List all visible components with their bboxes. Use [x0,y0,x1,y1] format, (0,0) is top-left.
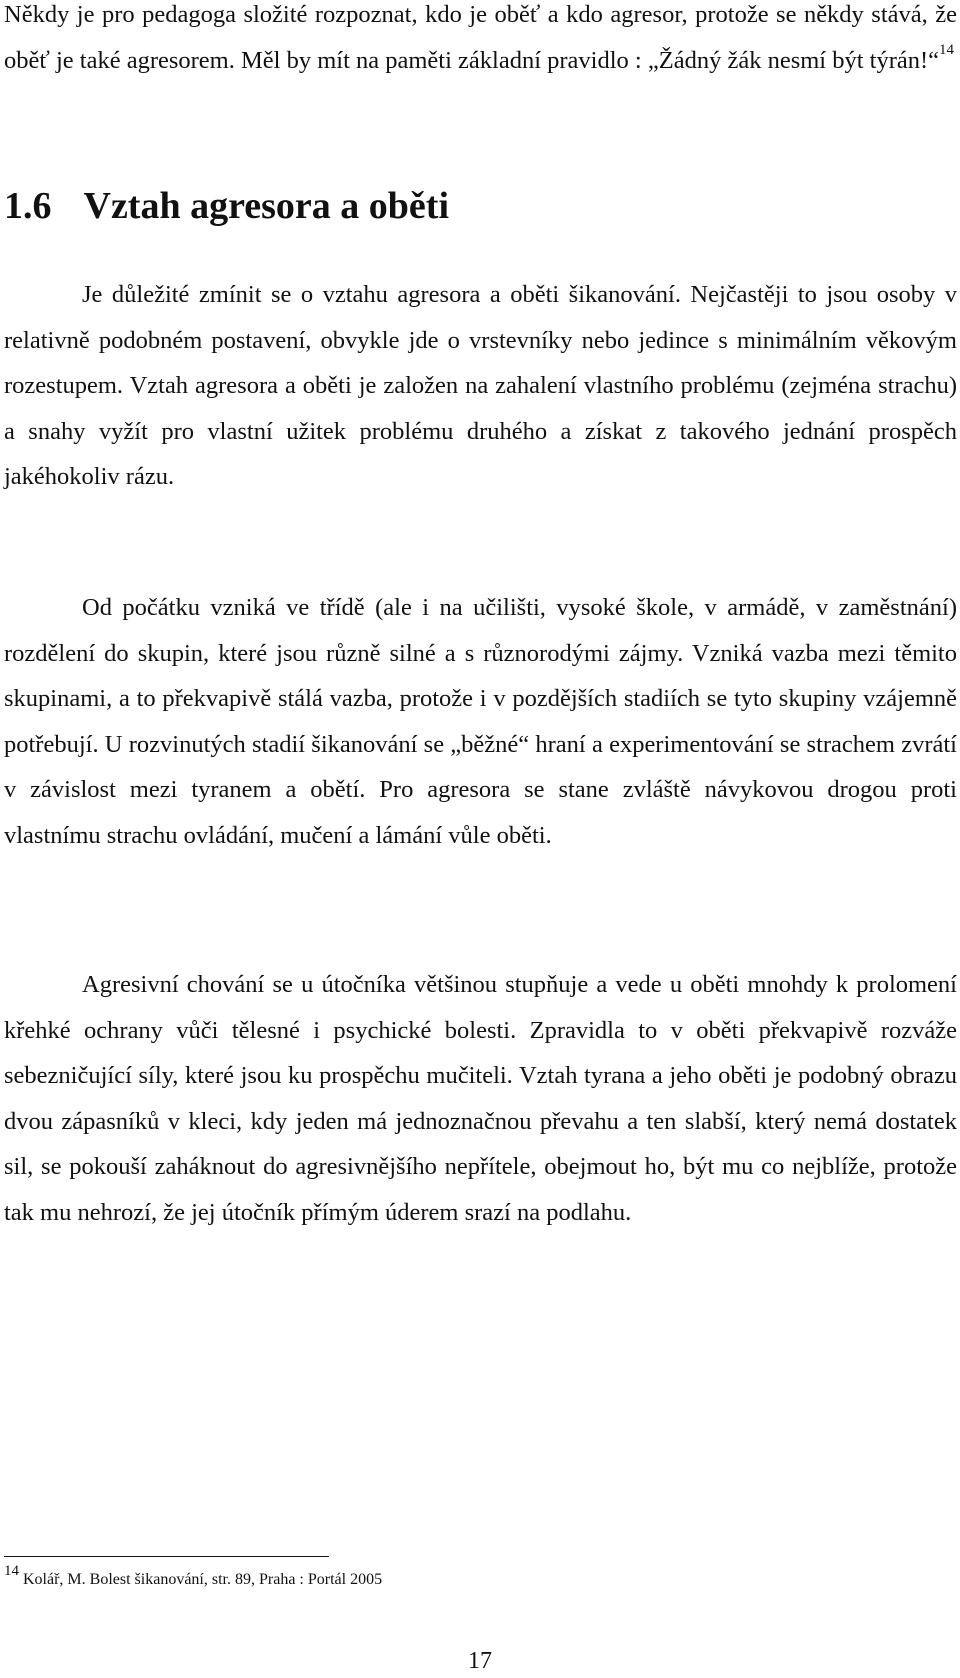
paragraph-relationship: Je důležité zmínit se o vztahu agresora a oběti šikanování. Nejčastěji to jsou osoby v relativně podobném postavení, obvykle jde o vrstevníky nebo jedince s minimálním věkovým rozestupem. Vztah agresora a oběti je založen na zahalení vlastního problému (zejména strachu) a snahy vyžít pro vlastní užitek problému druhého a získat z takového jednání prospěch jakéhokoliv rázu. [4,281,957,490]
footnote [4,1563,383,1593]
page-number: 17 [468,1648,492,1674]
paragraph-aggression: Agresivní chování se u útočníka většinou stupňuje a vede u oběti mnohdy k prolomení křehké ochrany vůči tělesné i psychické bolesti. Zpravidla to v oběti překvapivě rozváže sebezničující síly, které jsou ku prospěchu mučiteli. Vztah tyrana a jeho oběti je podobný obrazu dvou zápasníků v kleci, kdy jeden má jednoznačnou převahu a ten slabší, který nemá dostatek sil, se pokouší zaháknout do agresivnějšího nepřítele, obejmout ho, být mu co nejblíže, protože tak mu nehrozí, že jej útočník přímým úderem srazí na podlahu. [4,971,957,1226]
section-number: 1.6 [4,185,52,227]
paragraph-intro [4,0,957,83]
footnote-divider [4,1556,329,1557]
section-title: Vztah agresora a oběti [83,185,450,227]
footnote-mark: 14 [4,1563,19,1579]
paragraph-groups: Od počátku vzniká ve třídě (ale i na učilišti, vysoké škole, v armádě, v zaměstnání) rozdělení do skupin, které jsou různě silné a s různorodými zájmy. Vzniká vazba mezi těmito skupinami, a to překvapivě stálá vazba, protože i v pozdějších stadiích se tyto skupiny vzájemně potřebují. U rozvinutých stadií šikanování se „běžné“ hraní a experimentování se strachem zvrátí v závislost mezi tyranem a obětí. Pro agresora se stane zvláště návykovou drogou proti vlastnímu strachu ovládání, mučení a lámání vůle oběti. [4,594,957,849]
paragraph-text: Někdy je pro pedagoga složité rozpoznat, kdo je oběť a kdo agresor, protože se někdy stává, že oběť je také agresorem. Měl by mít na paměti základní pravidlo : „Žádný žák nesmí být týrán!“ [4,1,957,74]
footnote-text: Kolář, M. Bolest šikanování, str. 89, Praha : Portál 2005 [23,1571,383,1588]
footnote-reference[interactable]: 14 [939,41,955,58]
section-heading [4,184,449,228]
